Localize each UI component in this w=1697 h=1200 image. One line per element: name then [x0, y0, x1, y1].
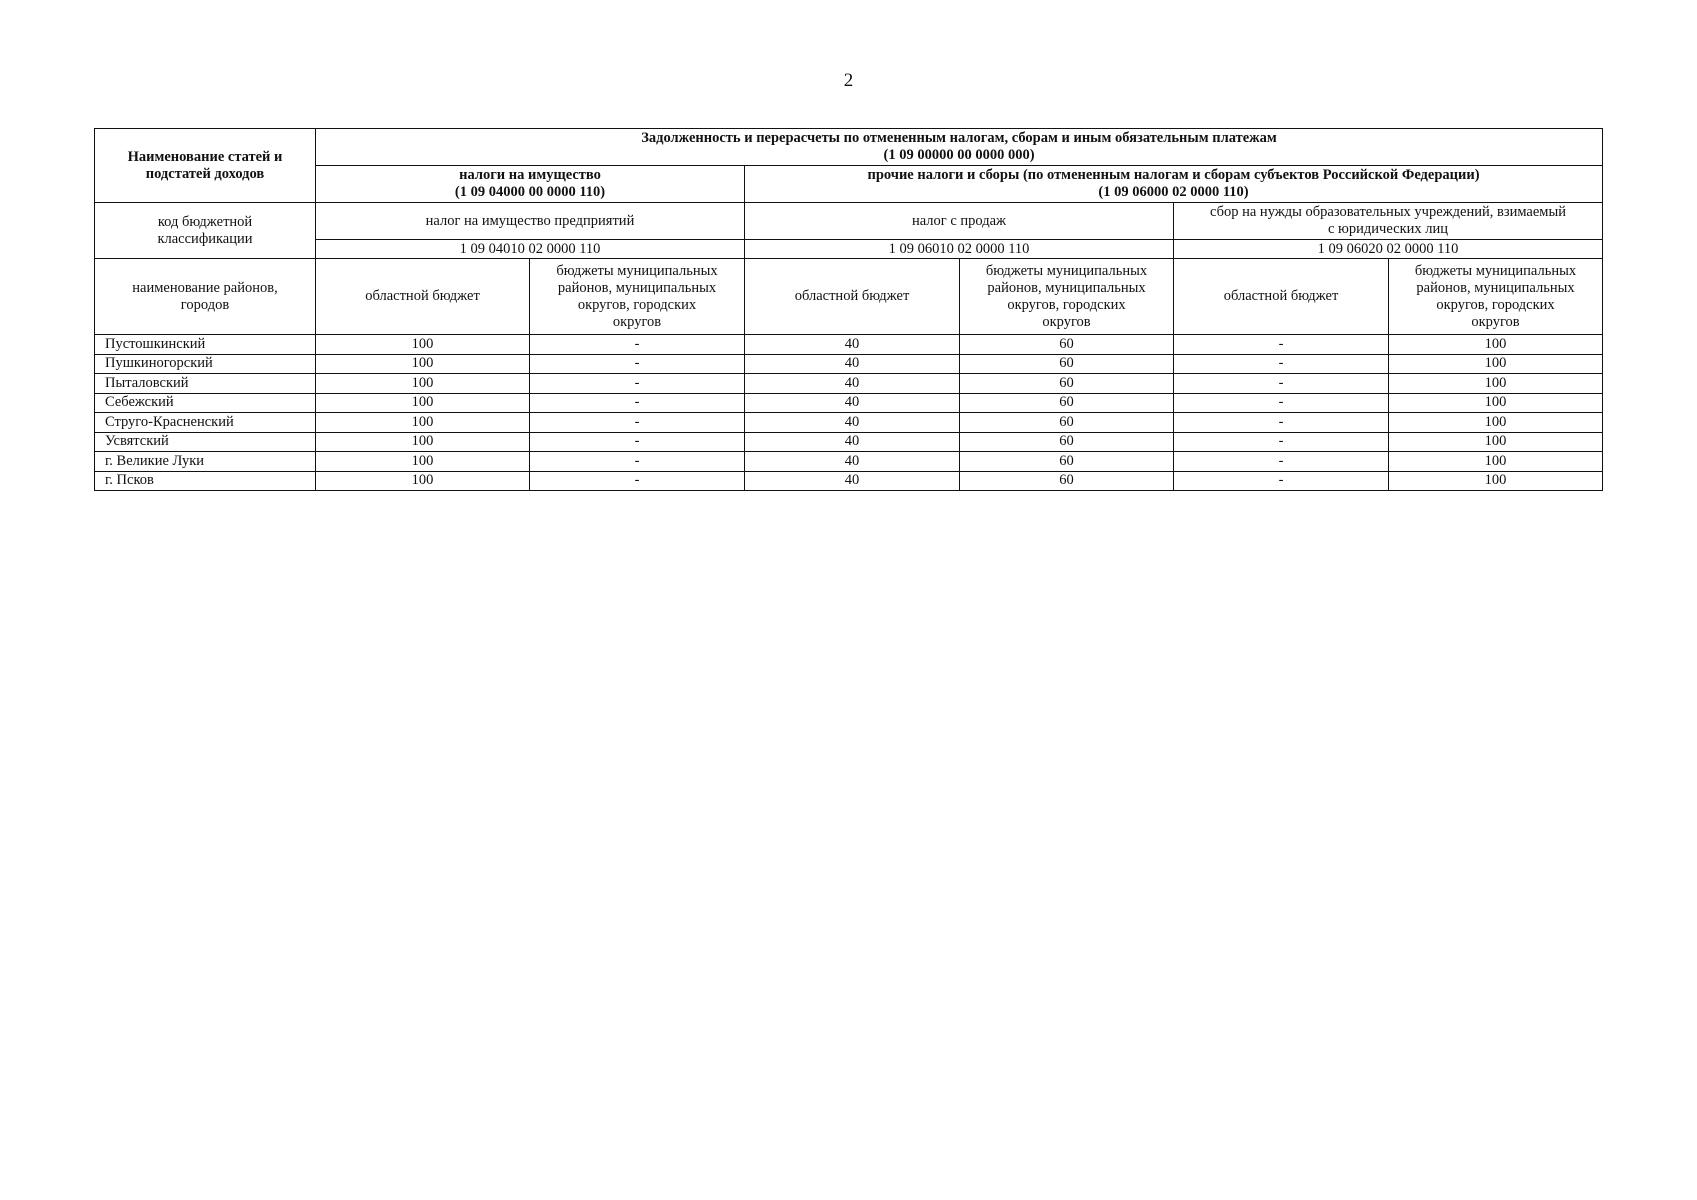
municipal-budget-header: бюджеты муниципальных районов, муниципальных округов, городских округов — [1389, 259, 1603, 335]
tax-name-property: налог на имущество предприятий — [316, 203, 745, 240]
table-cell: 40 — [745, 452, 960, 472]
table-cell: 100 — [1389, 354, 1603, 374]
tax-name-sales: налог с продаж — [745, 203, 1174, 240]
table-row — [95, 393, 1603, 413]
kbk-code-sales: 1 09 06010 02 0000 110 — [745, 240, 1174, 259]
table-cell: - — [1174, 335, 1389, 355]
table-cell: 100 — [1389, 471, 1603, 491]
table-cell: 60 — [960, 393, 1174, 413]
table-cell: 100 — [1389, 452, 1603, 472]
table-cell: 60 — [960, 354, 1174, 374]
regional-budget-header: областной бюджет — [1174, 259, 1389, 335]
group-header — [316, 129, 1603, 166]
table-cell: 100 — [316, 413, 530, 433]
table-cell: - — [1174, 452, 1389, 472]
table-cell: - — [1174, 413, 1389, 433]
districts-header: наименование районов, городов — [95, 259, 316, 335]
table-cell: - — [530, 471, 745, 491]
table-cell: 60 — [960, 432, 1174, 452]
table-cell: 40 — [745, 413, 960, 433]
group-title: Задолженность и перерасчеты по отмененным налогам, сборам и иным обязательным платежам — [641, 130, 1277, 146]
table-cell: 100 — [316, 393, 530, 413]
kbk-code-education: 1 09 06020 02 0000 110 — [1174, 240, 1603, 259]
table-cell: 100 — [1389, 413, 1603, 433]
table-row — [95, 354, 1603, 374]
district-name: Пустошкинский — [95, 335, 316, 355]
table-row — [95, 413, 1603, 433]
table-row — [95, 471, 1603, 491]
table-row — [95, 452, 1603, 472]
stub-title-header: Наименование статей и подстатей доходов — [95, 129, 316, 203]
table-cell: 100 — [316, 432, 530, 452]
kbk-header: код бюджетной классификации — [95, 203, 316, 259]
table-cell: 100 — [1389, 335, 1603, 355]
table-row — [95, 374, 1603, 394]
table-cell: 100 — [316, 471, 530, 491]
table-row — [95, 432, 1603, 452]
table-cell: - — [530, 393, 745, 413]
subgroup-header-other: прочие налоги и сборы (по отмененным налогам и сборам субъектов Российской Федерации) (1 09 06000 02 0000 110) — [745, 166, 1603, 203]
municipal-budget-header: бюджеты муниципальных районов, муниципальных округов, городских округов — [960, 259, 1174, 335]
table-cell: 60 — [960, 452, 1174, 472]
table-cell: 100 — [316, 452, 530, 472]
table-cell: - — [530, 354, 745, 374]
table-cell: - — [1174, 374, 1389, 394]
table-cell: - — [530, 452, 745, 472]
table-cell: 40 — [745, 354, 960, 374]
subgroup-header-property: налоги на имущество (1 09 04000 00 0000 110) — [316, 166, 745, 203]
table-cell: - — [530, 335, 745, 355]
table-cell: 100 — [316, 374, 530, 394]
municipal-budget-header: бюджеты муниципальных районов, муниципальных округов, городских округов — [530, 259, 745, 335]
table-row — [95, 335, 1603, 355]
table-cell: - — [530, 413, 745, 433]
table-cell: - — [1174, 354, 1389, 374]
table-cell: 40 — [745, 393, 960, 413]
revenue-distribution-table — [94, 128, 1603, 491]
district-name: Усвятский — [95, 432, 316, 452]
kbk-code-property: 1 09 04010 02 0000 110 — [316, 240, 745, 259]
regional-budget-header: областной бюджет — [316, 259, 530, 335]
table-cell: 60 — [960, 413, 1174, 433]
table-cell: 40 — [745, 432, 960, 452]
tax-name-education: сбор на нужды образовательных учреждений, взимаемый с юридических лиц — [1174, 203, 1603, 240]
table-cell: 40 — [745, 471, 960, 491]
table-cell: 100 — [316, 335, 530, 355]
regional-budget-header: областной бюджет — [745, 259, 960, 335]
district-name: Пушкиногорский — [95, 354, 316, 374]
table-cell: 100 — [1389, 432, 1603, 452]
district-name: г. Псков — [95, 471, 316, 491]
page-number: 2 — [843, 70, 854, 91]
table-cell: - — [1174, 393, 1389, 413]
table-cell: 40 — [745, 335, 960, 355]
district-name: Пыталовский — [95, 374, 316, 394]
district-name: г. Великие Луки — [95, 452, 316, 472]
district-name: Струго-Красненский — [95, 413, 316, 433]
table-cell: 40 — [745, 374, 960, 394]
table-cell: 60 — [960, 471, 1174, 491]
table-cell: 100 — [316, 354, 530, 374]
table-cell: 60 — [960, 374, 1174, 394]
table-cell: - — [530, 374, 745, 394]
table-cell: 100 — [1389, 374, 1603, 394]
table-cell: 60 — [960, 335, 1174, 355]
table-cell: - — [1174, 432, 1389, 452]
table-cell: 100 — [1389, 393, 1603, 413]
group-code: (1 09 00000 00 0000 000) — [883, 147, 1035, 163]
district-name: Себежский — [95, 393, 316, 413]
table-cell: - — [1174, 471, 1389, 491]
table-cell: - — [530, 432, 745, 452]
